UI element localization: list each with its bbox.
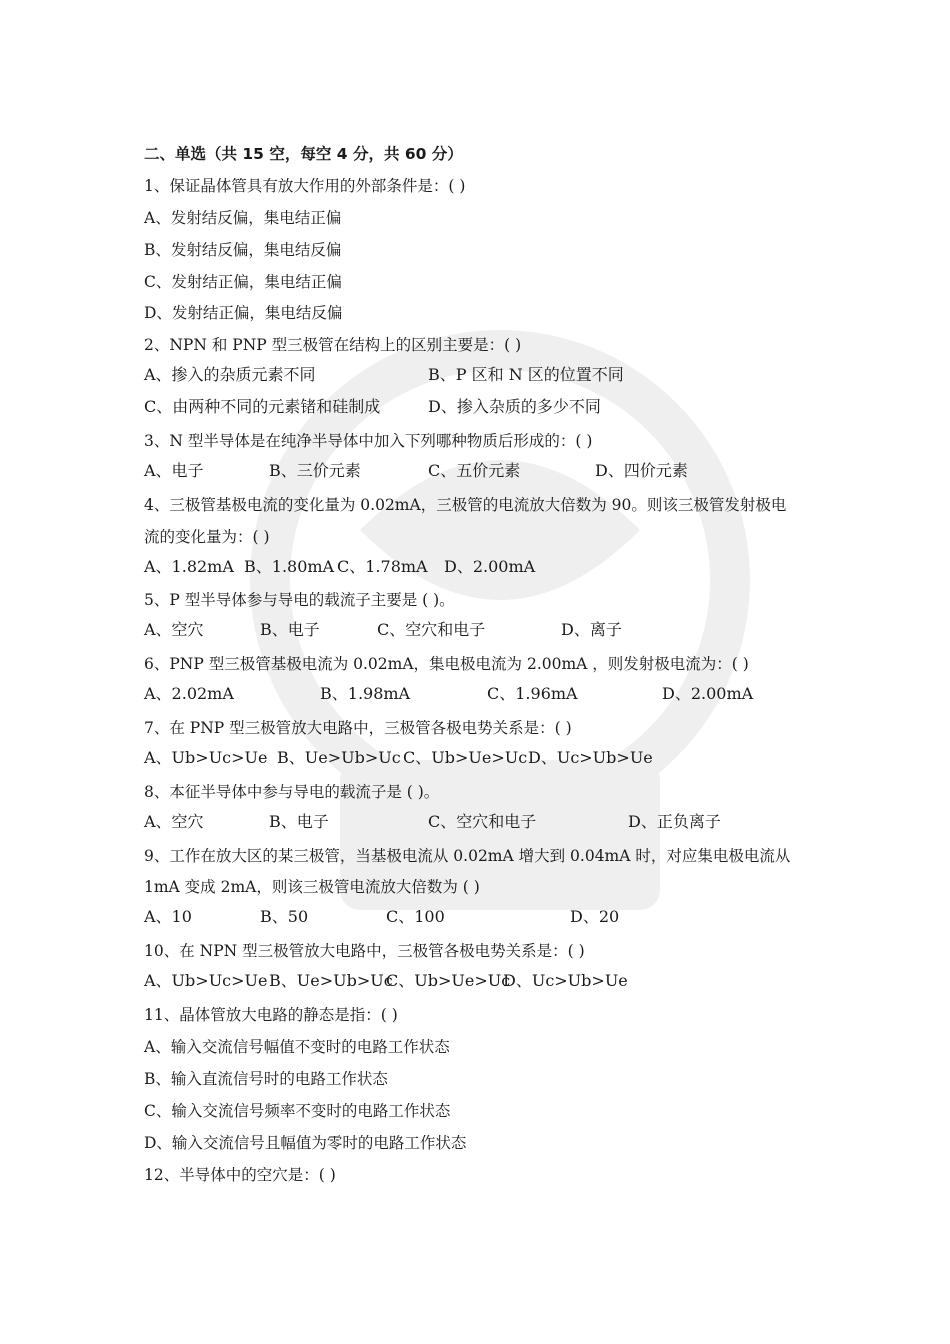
question-3-option-c: C、五价元素 — [428, 460, 521, 480]
question-6-options — [144, 681, 824, 713]
question-1-option-c: C、发射结正偏，集电结正偏 — [144, 272, 342, 291]
question-3-option-b: B、三价元素 — [269, 460, 361, 480]
question-9-stem-line-2: 1mA 变成 2mA，则该三极管电流放大倍数为 ( ) — [144, 878, 480, 897]
question-1-option-d: D、发射结正偏，集电结反偏 — [144, 304, 343, 323]
question-2-option-b: B、P 区和 N 区的位置不同 — [428, 365, 624, 385]
question-10-option-c: C、Ub>Ue>Uc — [386, 971, 511, 991]
question-7-options — [144, 745, 824, 777]
question-7-option-a: A、Ub>Uc>Ue — [144, 747, 268, 767]
question-11-option-b: B、输入直流信号时的电路工作状态 — [144, 1069, 388, 1088]
question-4-stem-line-1: 4、三极管基极电流的变化量为 0.02mA，三极管的电流放大倍数为 90。则该三极管发射极电 — [144, 495, 787, 514]
question-7-stem: 7、在 PNP 型三极管放大电路中，三极管各极电势关系是：( ) — [144, 719, 572, 738]
question-2-option-a: A、掺入的杂质元素不同 — [144, 365, 316, 385]
question-2-options-row-1 — [144, 362, 824, 394]
question-9-option-d: D、20 — [570, 907, 620, 927]
question-4-stem-line-2: 流的变化量为：( ) — [144, 527, 270, 546]
question-9-options — [144, 904, 824, 936]
question-8-option-b: B、电子 — [269, 811, 329, 831]
question-8-option-a: A、空穴 — [144, 811, 204, 831]
question-2-option-c: C、由两种不同的元素锗和硅制成 — [144, 397, 381, 417]
question-7-option-d: D、Uc>Ub>Ue — [528, 747, 653, 767]
question-11-option-c: C、输入交流信号频率不变时的电路工作状态 — [144, 1101, 451, 1120]
question-4-options — [144, 554, 824, 586]
question-1-stem: 1、保证晶体管具有放大作用的外部条件是：( ) — [144, 176, 466, 195]
question-10-option-d: D、Uc>Ub>Ue — [503, 971, 628, 991]
question-9-option-a: A、10 — [144, 907, 192, 927]
question-6-option-a: A、2.02mA — [144, 684, 234, 704]
question-8-option-c: C、空穴和电子 — [428, 811, 537, 831]
question-2-option-d: D、掺入杂质的多少不同 — [428, 397, 601, 417]
question-2-options-row-2 — [144, 394, 824, 426]
question-8-option-d: D、正负离子 — [628, 811, 721, 831]
question-2-stem: 2、NPN 和 PNP 型三极管在结构上的区别主要是：( ) — [144, 336, 522, 355]
question-4-option-d: D、2.00mA — [444, 556, 536, 576]
question-12-stem: 12、半导体中的空穴是：( ) — [144, 1165, 336, 1184]
question-6-option-b: B、1.98mA — [320, 684, 411, 704]
question-11-option-d: D、输入交流信号且幅值为零时的电路工作状态 — [144, 1133, 467, 1152]
question-3-options — [144, 458, 824, 490]
question-10-option-b: B、Ue>Ub>Uc — [269, 971, 393, 991]
question-11-option-a: A、输入交流信号幅值不变时的电路工作状态 — [144, 1037, 450, 1056]
question-9-option-b: B、50 — [260, 907, 309, 927]
section-title: 二、单选（共 15 空，每空 4 分，共 60 分） — [144, 145, 463, 163]
question-10-options — [144, 968, 824, 1000]
question-11-stem: 11、晶体管放大电路的静态是指：( ) — [144, 1006, 398, 1025]
question-9-stem-line-1: 9、工作在放大区的某三极管，当基极电流从 0.02mA 增大到 0.04mA 时，对应集电极电流从 — [144, 846, 791, 865]
question-10-stem: 10、在 NPN 型三极管放大电路中，三极管各极电势关系是：( ) — [144, 942, 585, 961]
question-6-option-c: C、1.96mA — [487, 684, 578, 704]
question-1-option-a: A、发射结反偏，集电结正偏 — [144, 208, 342, 227]
question-10-option-a: A、Ub>Uc>Ue — [144, 971, 268, 991]
question-9-option-c: C、100 — [386, 907, 445, 927]
question-4-option-c: C、1.78mA — [337, 556, 428, 576]
question-5-option-b: B、电子 — [260, 620, 320, 640]
question-3-stem: 3、N 型半导体是在纯净半导体中加入下列哪种物质后形成的：( ) — [144, 432, 593, 451]
question-6-stem: 6、PNP 型三极管基极电流为 0.02mA，集电极电流为 2.00mA ，则发射极电流为：( ) — [144, 655, 749, 674]
question-5-option-c: C、空穴和电子 — [377, 620, 486, 640]
question-5-stem: 5、P 型半导体参与导电的载流子主要是 ( )。 — [144, 591, 455, 610]
question-5-options — [144, 617, 824, 649]
question-1-option-b: B、发射结反偏，集电结反偏 — [144, 240, 342, 259]
question-8-options — [144, 809, 824, 841]
question-8-stem: 8、本征半导体中参与导电的载流子是 ( )。 — [144, 782, 440, 801]
question-4-option-b: B、1.80mA — [244, 556, 335, 576]
question-3-option-a: A、电子 — [144, 460, 204, 480]
question-3-option-d: D、四价元素 — [595, 460, 688, 480]
question-7-option-b: B、Ue>Ub>Uc — [277, 747, 401, 767]
question-6-option-d: D、2.00mA — [662, 684, 754, 704]
exam-page — [144, 139, 824, 1191]
question-4-option-a: A、1.82mA — [144, 556, 234, 576]
question-5-option-d: D、离子 — [561, 620, 622, 640]
question-7-option-c: C、Ub>Ue>Uc — [403, 747, 528, 767]
question-5-option-a: A、空穴 — [144, 620, 204, 640]
